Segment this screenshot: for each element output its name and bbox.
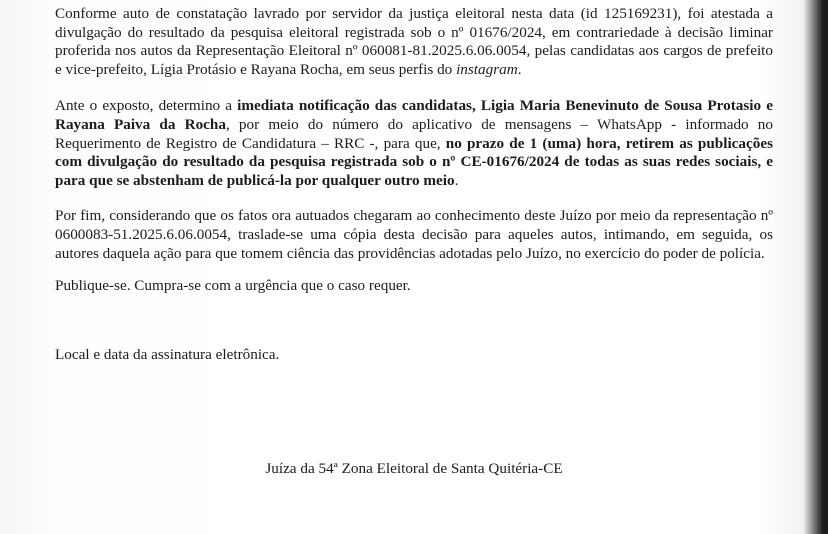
paragraph-text: Ante o exposto, determino a [55,97,238,115]
paragraph-text: . [517,60,522,78]
document-body [55,5,773,364]
signature-line: Juíza da 54ª Zona Eleitoral de Santa Quitéria-CE [265,460,563,477]
paragraph-publique: Publique-se. Cumpra-se com a urgência que o caso requer. [55,277,411,295]
paragraph-determinacao [55,97,773,190]
paragraph-constatacao [55,5,773,79]
bold-prazo: no prazo de 1 (uma) hora, retirem as publicações com divulgação do resultado da pesquisa registrada sob o nº CE-01676/2024 de todas as suas redes sociais, e para que se abstenham de publicá-la por qualquer outro meio [55,134,773,189]
instagram-italic: instagram [456,60,518,78]
paragraph-text: , por meio do número do aplicativo de mensagens – WhatsApp - informado no Requerimento de Registro de Candidatura – RRC -, para que, [55,115,773,152]
paragraph-traslado: Por fim, considerando que os fatos ora autuados chegaram ao conhecimento deste Juízo por meio da representação nº 0600083-51.2025.6.06.0054, traslade-se uma cópia desta decisão para aqueles autos, intimando, em seguida, os autores daquela ação para que tomem ciência das providências adotadas pelo Juízo, no exercício do poder de polícia. [55,207,773,262]
page-edge-shadow [822,0,828,534]
bold-notificacao: imediata notificação das candidatas, Ligia Maria Benevinuto de Sousa Protasio e Rayana Paiva da Rocha [55,97,773,133]
paragraph-text: . [454,171,459,189]
paragraph-text: Conforme auto de constatação lavrado por servidor da justiça eleitoral nesta data (id 125169231), foi atestada a divulgação do resultado da pesquisa eleitoral registrada sob o nº 01676/2024, em contrariedade à decisão liminar proferida nos autos da Representação Eleitoral nº 060081-81.2025.6.06.0054, pelas candidatas aos cargos de prefeito e vice-prefeito, Lígia Protásio e Rayana Rocha, em seus perfis do [55,5,773,78]
paragraph-local-data: Local e data da assinatura eletrônica. [55,345,280,363]
